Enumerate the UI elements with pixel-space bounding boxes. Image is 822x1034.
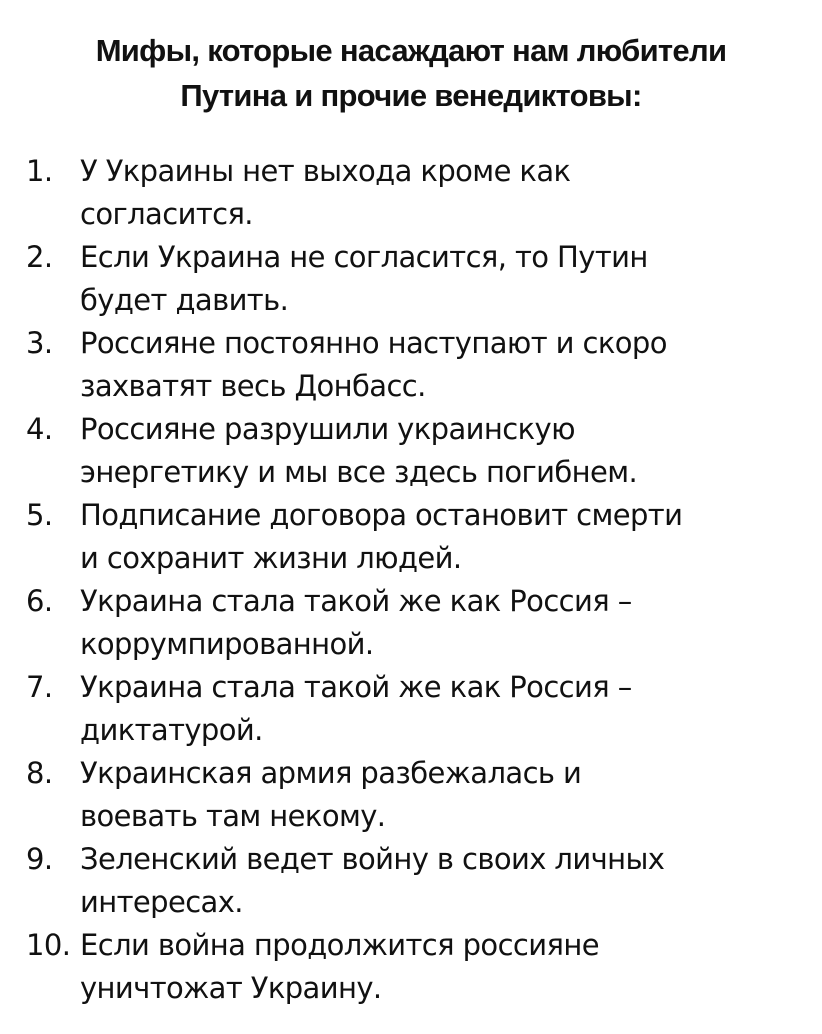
myth-line: Украина стала такой же как Россия – [80,584,632,618]
myth-number: 6. [26,584,53,618]
myth-number: 4. [26,412,53,446]
myth-number: 3. [26,326,53,360]
myth-number: 9. [26,842,53,876]
myth-item-6 [0,580,822,666]
myth-line: и сохранит жизни людей. [80,541,462,575]
myth-number: 5. [26,498,53,532]
myth-text [80,838,815,924]
myth-line: Россияне разрушили украинскую [80,412,575,446]
myth-item-7 [0,666,822,752]
myth-number: 8. [26,756,53,790]
myth-line: будет давить. [80,283,289,317]
title-line-1: Мифы, которые насаждают нам любители [95,33,727,68]
myth-item-4 [0,408,822,494]
myth-item-5 [0,494,822,580]
myth-text [80,666,815,752]
myth-line: согласится. [80,197,253,231]
myth-item-2 [0,236,822,322]
title-line-2: Путина и прочие венедиктовы: [180,78,642,113]
myth-text [80,408,815,494]
myth-number: 10. [26,928,71,962]
myth-item-10 [0,924,822,1010]
myth-text [80,580,815,666]
myth-text [80,150,815,236]
myth-item-1 [0,150,822,236]
myth-number: 7. [26,670,53,704]
myth-line: захватят весь Донбасс. [80,369,426,403]
myth-line: коррумпированной. [80,627,374,661]
myth-line: Подписание договора остановит смерти [80,498,683,532]
myth-text [80,494,815,580]
myth-line: Если война продолжится россияне [80,928,599,962]
myth-number: 1. [26,154,53,188]
myth-line: Зеленский ведет войну в своих личных [80,842,665,876]
myth-item-3 [0,322,822,408]
myth-line: интересах. [80,885,243,919]
myth-line: энергетику и мы все здесь погибнем. [80,455,638,489]
myths-list [0,150,822,1010]
myth-text [80,752,815,838]
myth-line: Украина стала такой же как Россия – [80,670,632,704]
myth-line: уничтожат Украину. [80,971,382,1005]
myth-text [80,924,815,1010]
myth-text [80,322,815,408]
page-title [30,28,792,118]
myth-number: 2. [26,240,53,274]
myth-line: воевать там некому. [80,799,386,833]
myth-item-9 [0,838,822,924]
myth-line: У Украины нет выхода кроме как [80,154,571,188]
myth-line: Россияне постоянно наступают и скоро [80,326,667,360]
myth-line: Украинская армия разбежалась и [80,756,582,790]
myth-line: диктатурой. [80,713,263,747]
myth-item-8 [0,752,822,838]
myth-line: Если Украина не согласится, то Путин [80,240,648,274]
myth-text [80,236,815,322]
